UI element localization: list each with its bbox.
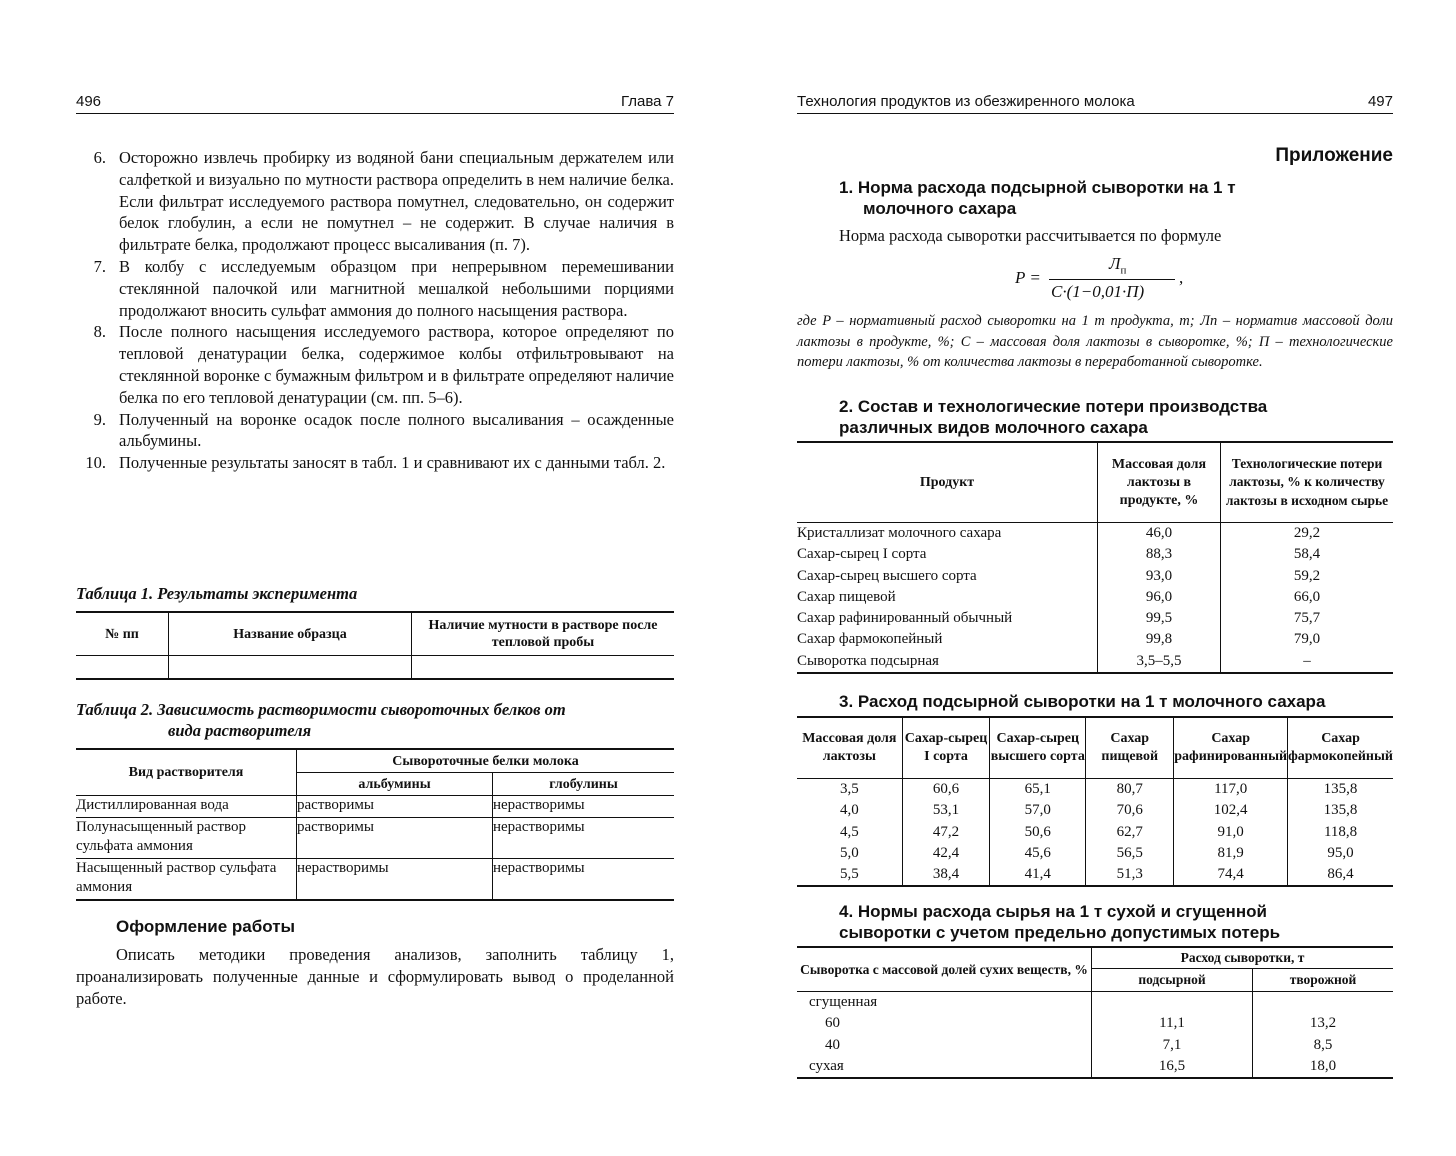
table-row: 3,5 60,6 65,1 80,7 117,0 135,8 [797, 779, 1393, 801]
table2-caption-cont: вида растворителя [168, 721, 312, 740]
table-row: Кристаллизат молочного сахара 46,0 29,2 [797, 523, 1393, 545]
formula-legend: где P – нормативный расход сыворотки на 1 т продукта, т; Лп – норматив массовой доли лактозы в продукте, %; C – массовая доля лактозы в сыворотке, %; П – технологические потери лактозы, % от количества лактозы в переработанной сыворотке. [797, 313, 1393, 370]
section-3-title: 3. Расход подсырной сыворотки на 1 т молочного сахара [839, 692, 1326, 711]
chapter-title: Глава 7 [620, 93, 674, 110]
table-header: Сахар пищевой [1086, 717, 1174, 779]
composition-table [797, 441, 1393, 674]
table-header: подсырной [1092, 969, 1253, 992]
table-header: Название образца [169, 612, 412, 656]
page-number: 497 [1367, 93, 1393, 110]
table-row: 60 11,1 13,2 [797, 1013, 1393, 1034]
table-header: Сахар фармокопейный [1288, 717, 1393, 779]
table-row: 4,0 53,1 57,0 70,6 102,4 135,8 [797, 800, 1393, 821]
appendix-title: Приложение [1275, 145, 1393, 166]
table-header: альбумины [297, 773, 493, 796]
list-item: 9. Полученный на воронке осадок после полного высаливания – осажденные альбумины. [93, 409, 674, 451]
table-header: Вид растворителя [76, 749, 297, 796]
table-row: 40 7,1 8,5 [797, 1035, 1393, 1056]
table2-caption: Таблица 2. Зависимость растворимости сывороточных белков от [76, 700, 566, 719]
table-header: Продукт [919, 474, 975, 490]
running-title: Технология продуктов из обезжиренного молока [797, 93, 1135, 110]
section-1-title: 1. Норма расхода подсырной сыворотки на 1 т [839, 178, 1236, 197]
table-row: Сахар пищевой 96,0 66,0 [797, 587, 1393, 608]
table-header: № пп [76, 612, 169, 656]
table-row: Сахар фармокопейный 99,8 79,0 [797, 629, 1393, 650]
page-number: 496 [76, 93, 102, 110]
section-2-title-cont: различных видов молочного сахара [839, 418, 1148, 437]
table-row: сухая 16,5 18,0 [797, 1056, 1393, 1078]
table-row [76, 656, 674, 680]
table2 [76, 748, 674, 901]
table1-caption: Таблица 1. Результаты эксперимента [76, 584, 358, 603]
table-header: Расход сыворотки, т [1092, 947, 1394, 969]
table-row: Насыщенный раствор сульфата аммония нерастворимы нерастворимы [76, 859, 674, 901]
section-2-title: 2. Состав и технологические потери производства [839, 397, 1268, 416]
section-4-title-cont: сыворотки с учетом предельно допустимых потерь [839, 923, 1281, 942]
table-header: Сахар-сырец высшего сорта [990, 717, 1086, 779]
table-header: Массовая доля лактозы в продукте, % [1098, 442, 1221, 523]
table-row: Сахар-сырец высшего сорта 93,0 59,2 [797, 566, 1393, 587]
numbered-list [76, 147, 674, 474]
list-item: 10. Полученные результаты заносят в табл. 1 и сравнивают их с данными табл. 2. [85, 453, 666, 473]
table-row: Сыворотка подсырная 3,5–5,5 – [797, 651, 1393, 673]
table-row: 5,5 38,4 41,4 51,3 74,4 86,4 [797, 864, 1393, 886]
consumption-table [797, 716, 1393, 887]
table-row: Сахар-сырец I сорта 88,3 58,4 [797, 544, 1393, 565]
table-header: Сахар-сырец I сорта [902, 717, 990, 779]
left-running-header [76, 93, 674, 114]
table-header: глобулины [493, 773, 675, 796]
table-header: Технологические потери лактозы, % к количеству лактозы в исходном сырье [1221, 442, 1394, 523]
list-item: 7. В колбу с исследуемым образцом при непрерывном перемешивании стеклянной палочкой или магнитной мешалкой небольшими порциями продолжают вносить сульфат аммония до полного насыщения раствора. [93, 256, 674, 320]
section-text: Описать методики проведения анализов, заполнить таблицу 1, проанализировать полученные данные и сформулировать вывод о проделанной работе. [76, 945, 674, 1008]
raw-material-table [797, 946, 1393, 1079]
list-item: 6. Осторожно извлечь пробирку из водяной бани специальным держателем или салфеткой и визуально по мутности раствора определить в нем наличие белка. Если фильтрат исследуемого раствора помутнел, следовательно, он содержит белок глобулин, а если не помутнел – не содержит. В случае наличия в фильтрате белка, продолжают процесс высаливания (п. 7). [93, 148, 674, 255]
left-page [76, 0, 674, 1156]
section-title: Оформление работы [116, 917, 296, 936]
table-row: сгущенная [797, 992, 1393, 1014]
table-header: творожной [1253, 969, 1394, 992]
section-1-title-cont: молочного сахара [863, 199, 1017, 218]
table-header: Массовая доля лактозы [802, 731, 897, 764]
right-page [797, 0, 1393, 1156]
section-4-title: 4. Нормы расхода сырья на 1 т сухой и сгущенной [839, 902, 1267, 921]
table-header: Сыворотка с массовой долей сухих веществ, % [797, 947, 1092, 992]
formula-intro: Норма расхода сыворотки рассчитывается по формуле [839, 226, 1222, 245]
formula: P = $Л_п$ C·(1−0,01·П) , [1015, 254, 1184, 301]
table-row: Дистиллированная вода растворимы нерастворимы [76, 796, 674, 818]
table-header: Сахар рафинированный [1174, 717, 1288, 779]
table-row: Сахар рафинированный обычный 99,5 75,7 [797, 608, 1393, 629]
table-row: 5,0 42,4 45,6 56,5 81,9 95,0 [797, 843, 1393, 864]
list-item: 8. После полного насыщения исследуемого раствора, которое определяют по тепловой денатурации белка, содержимое колбы отфильтровывают на стеклянной воронке с бумажным фильтром и в фильтрате определяют наличие белка по его тепловой денатурации (см. пп. 5–6). [93, 322, 674, 407]
table-row: Полунасыщенный раствор сульфата аммония растворимы нерастворимы [76, 818, 674, 859]
table-header: Сывороточные белки молока [297, 749, 675, 773]
table-row: 4,5 47,2 50,6 62,7 91,0 118,8 [797, 822, 1393, 843]
table-header: Наличие мутности в растворе после тепловой пробы [412, 612, 675, 656]
right-running-header [797, 93, 1393, 114]
table1 [76, 611, 674, 680]
